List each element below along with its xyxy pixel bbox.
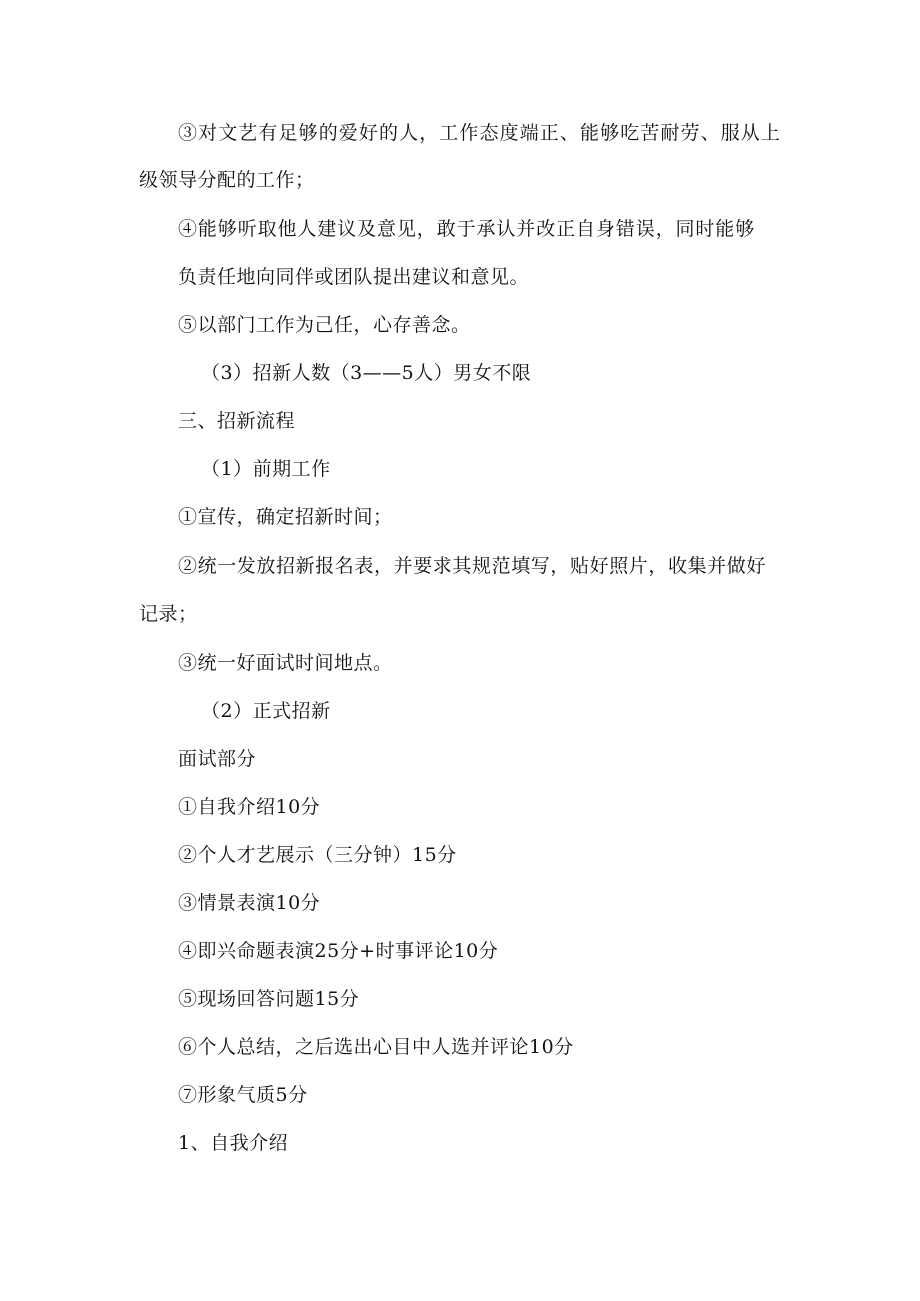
- interview-item-6: ⑥个人总结，之后选出心目中人选并评论10分: [178, 1036, 574, 1058]
- recruit-count: （3）招新人数（3——5人）男女不限: [201, 362, 532, 384]
- criterion-3-line-1: ③对文艺有足够的爱好的人，工作态度端正、能够吃苦耐劳、服从上: [178, 122, 782, 144]
- prep-step-3: ③统一好面试时间地点。: [178, 652, 393, 674]
- criterion-4-line-1: ④能够听取他人建议及意见，敢于承认并改正自身错误，同时能够: [178, 218, 756, 240]
- criterion-4-line-2: 负责任地向同伴或团队提出建议和意见。: [178, 266, 530, 288]
- subheading-preparation: （1）前期工作: [201, 458, 331, 480]
- subheading-formal-recruit: （2）正式招新: [201, 700, 331, 722]
- interview-item-2: ②个人才艺展示（三分钟）15分: [178, 844, 457, 866]
- criterion-3-line-2: 级领导分配的工作；: [139, 169, 315, 191]
- prep-step-2-line-2: 记录；: [139, 603, 198, 625]
- prep-step-2-line-1: ②统一发放招新报名表，并要求其规范填写，贴好照片，收集并做好: [178, 555, 767, 577]
- self-intro-heading: 1、自我介绍: [178, 1132, 289, 1154]
- interview-item-1: ①自我介绍10分: [178, 796, 321, 818]
- interview-item-4: ④即兴命题表演25分+时事评论10分: [178, 940, 499, 962]
- interview-item-7: ⑦形象气质5分: [178, 1084, 308, 1106]
- interview-item-3: ③情景表演10分: [178, 892, 321, 914]
- prep-step-1: ①宣传，确定招新时间；: [178, 506, 393, 528]
- interview-item-5: ⑤现场回答问题15分: [178, 988, 360, 1010]
- interview-heading: 面试部分: [178, 748, 257, 770]
- section-heading-process: 三、招新流程: [178, 410, 296, 432]
- criterion-5: ⑤以部门工作为己任，心存善念。: [178, 314, 471, 336]
